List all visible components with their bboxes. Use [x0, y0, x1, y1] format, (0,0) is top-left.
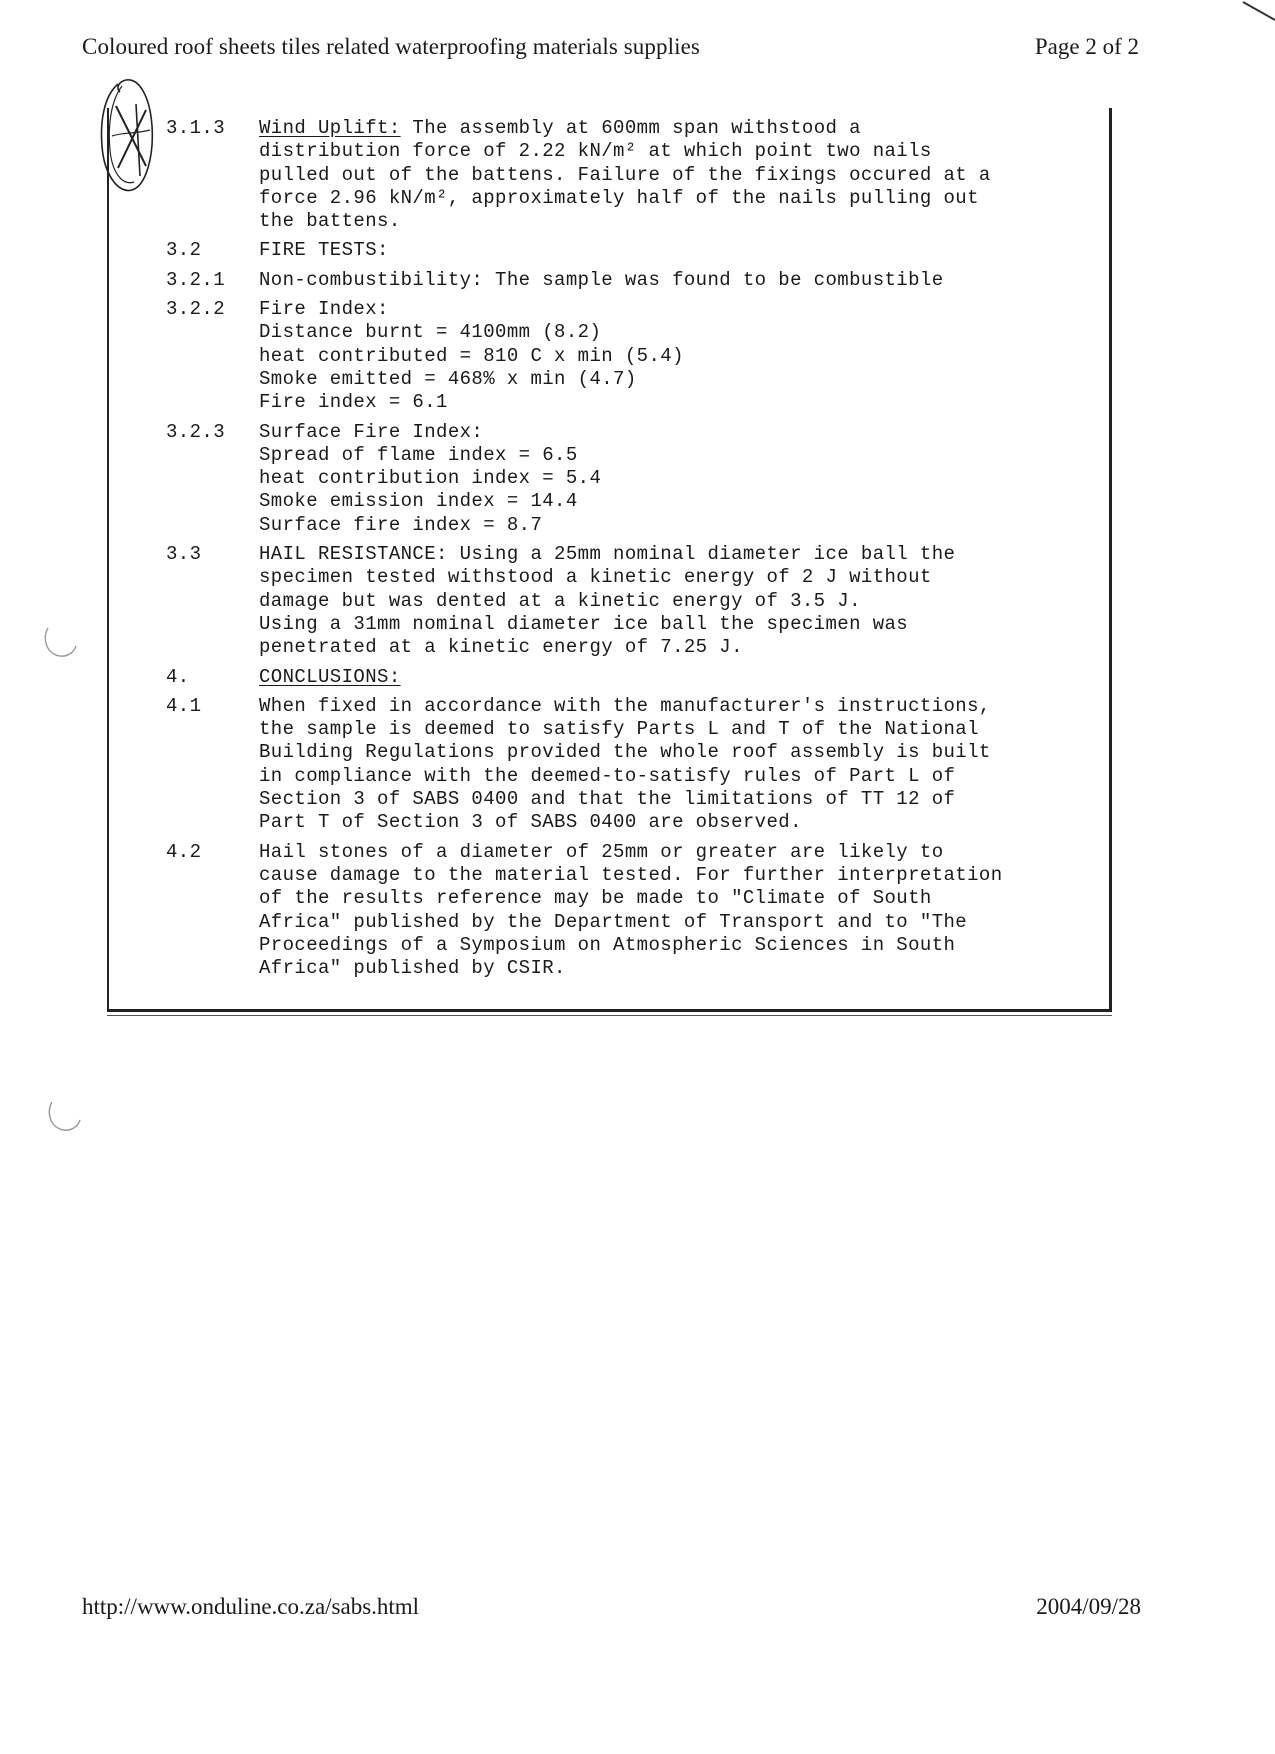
- section-number: 3.1.3: [166, 117, 226, 139]
- section-number: 4.1: [166, 694, 202, 717]
- section-line: Fire Index:: [259, 298, 389, 321]
- section-line: HAIL RESISTANCE: Using a 25mm nominal diameter ice ball the: [259, 543, 956, 566]
- section-line: heat contribution index = 5.4: [259, 467, 602, 490]
- section-number: 3.3: [166, 543, 202, 566]
- section-3-2-3: [166, 421, 1096, 537]
- section-line: Hail stones of a diameter of 25mm or greater are likely to: [259, 840, 944, 863]
- page-number: Page 2 of 2: [1034, 34, 1139, 59]
- section-line: force 2.96 kN/m², approximately half of the nails pulling out: [259, 186, 979, 209]
- section-line: Part T of Section 3 of SABS 0400 are observed.: [259, 811, 802, 834]
- section-number: 4.2: [166, 840, 202, 863]
- section-line: specimen tested withstood a kinetic energy of 2 J without: [259, 566, 932, 589]
- section-3-1-3: [166, 117, 1096, 233]
- section-line: FIRE TESTS:: [259, 239, 389, 262]
- section-line: Surface Fire Index:: [259, 420, 484, 443]
- section-heading: Wind Uplift:: [259, 117, 401, 139]
- section-line: Distance burnt = 4100mm (8.2): [259, 321, 602, 344]
- section-line: Smoke emitted = 468% x min (4.7): [259, 367, 637, 390]
- punch-hole-icon: [40, 622, 78, 660]
- section-line: cause damage to the material tested. For further interpretation: [259, 863, 1003, 886]
- document-title: Coloured roof sheets tiles related waterproofing materials supplies: [82, 34, 700, 59]
- section-line: penetrated at a kinetic energy of 7.25 J.: [259, 636, 743, 659]
- section-line: When fixed in accordance with the manufacturer's instructions,: [259, 694, 991, 717]
- section-line: of the results reference may be made to "Climate of South: [259, 887, 932, 910]
- section-line: distribution force of 2.22 kN/m² at which point two nails: [259, 140, 932, 163]
- section-3-2: [166, 239, 1096, 262]
- section-number: 3.2.1: [166, 268, 226, 291]
- section-number: 3.2.3: [166, 420, 226, 443]
- section-4-1: [166, 695, 1096, 835]
- section-line: Building Regulations provided the whole roof assembly is built: [259, 741, 991, 764]
- section-line: damage but was dented at a kinetic energy of 3.5 J.: [259, 589, 861, 612]
- section-line: Using a 31mm nominal diameter ice ball the specimen was: [259, 612, 909, 635]
- section-3-2-1: [166, 269, 1096, 292]
- section-line: the battens.: [259, 210, 401, 233]
- punch-hole-icon: [44, 1096, 82, 1134]
- section-line: Smoke emission index = 14.4: [259, 490, 578, 513]
- section-number: 3.2: [166, 239, 202, 262]
- footer-url: http://www.onduline.co.za/sabs.html: [82, 1594, 420, 1619]
- section-4-2: [166, 841, 1096, 981]
- section-4: [166, 666, 1096, 689]
- section-line: Non-combustibility: The sample was found to be combustible: [259, 268, 944, 291]
- section-line: Section 3 of SABS 0400 and that the limitations of TT 12 of: [259, 788, 956, 811]
- section-3-2-2: [166, 298, 1096, 414]
- section-first-line: [259, 117, 1096, 140]
- section-heading: CONCLUSIONS:: [259, 665, 401, 688]
- section-line: Africa" published by the Department of Transport and to "The: [259, 910, 968, 933]
- section-line: Surface fire index = 8.7: [259, 513, 543, 536]
- section-line: Proceedings of a Symposium on Atmospheric Sciences in South: [259, 933, 956, 956]
- section-line: heat contributed = 810 C x min (5.4): [259, 344, 684, 367]
- report-sections: [166, 117, 1096, 986]
- section-line: Fire index = 6.1: [259, 391, 448, 414]
- section-number: 3.2.2: [166, 298, 226, 321]
- footer-date: 2004/09/28: [1036, 1594, 1141, 1619]
- section-line: The assembly at 600mm span withstood a: [400, 117, 861, 139]
- section-line: the sample is deemed to satisfy Parts L and T of the National: [259, 718, 979, 741]
- section-line: pulled out of the battens. Failure of the fixings occured at a: [259, 163, 991, 186]
- section-line: in compliance with the deemed-to-satisfy rules of Part L of: [259, 764, 956, 787]
- section-3-3: [166, 543, 1096, 659]
- scan-corner-icon: [1235, 0, 1275, 30]
- section-number: 4.: [166, 665, 190, 688]
- section-line: Spread of flame index = 6.5: [259, 443, 578, 466]
- section-line: Africa" published by CSIR.: [259, 957, 566, 980]
